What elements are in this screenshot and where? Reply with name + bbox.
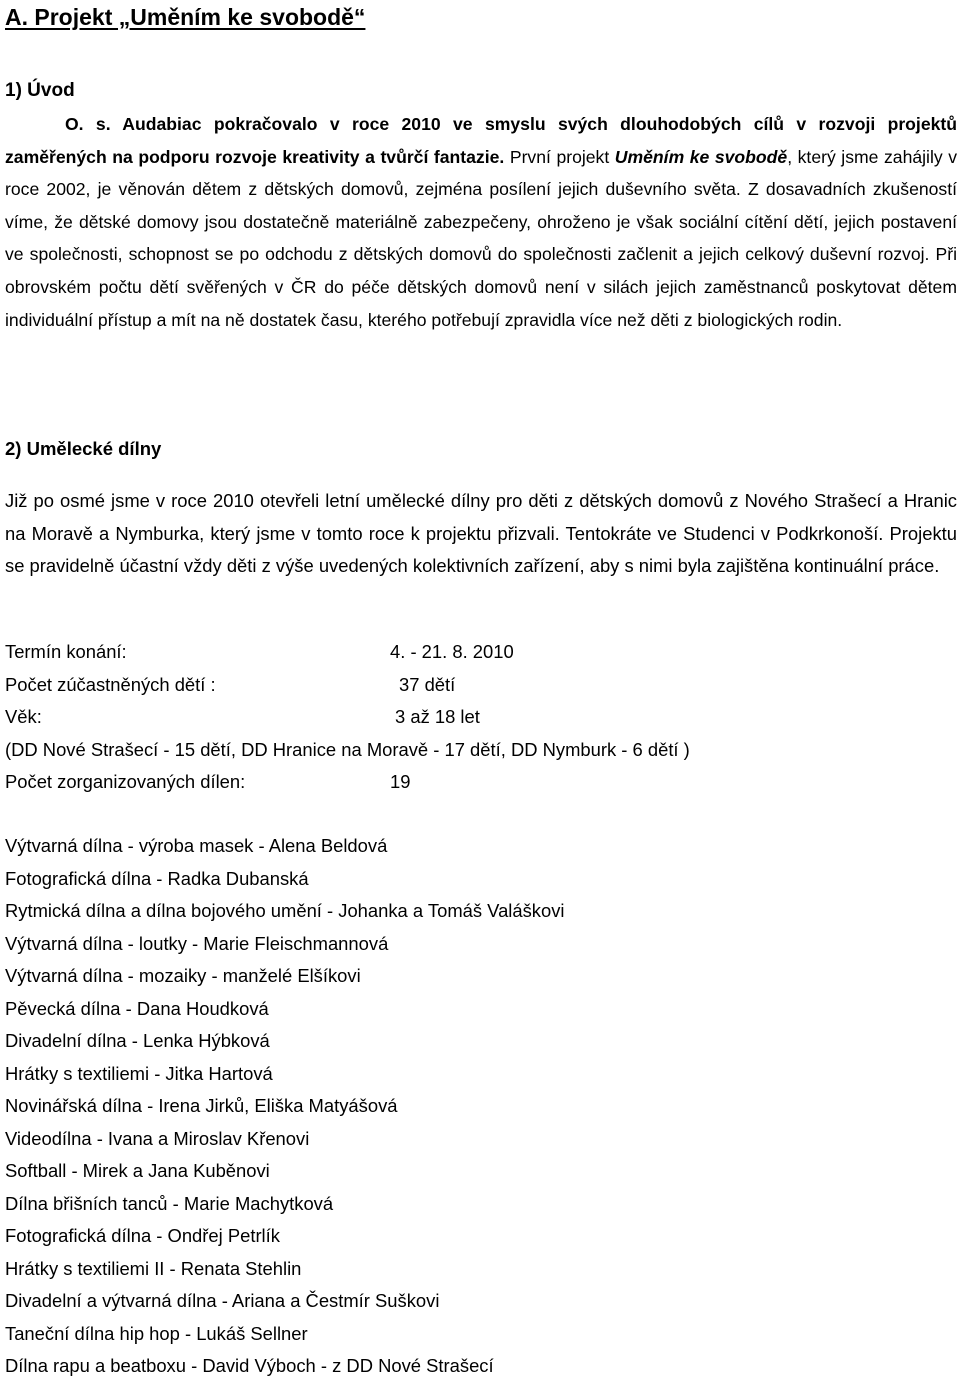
list-item: Výtvarná dílna - mozaiky - manželé Elšíkovi bbox=[5, 965, 361, 986]
project-name: Uměním ke svobodě bbox=[614, 146, 788, 167]
fact-pocet-deti-value: 37 dětí bbox=[399, 673, 456, 695]
intro-text-c: Z dosavadních zkušeností víme, že dětské domovy jsou dostatečně materiálně zabezpečeny, ohroženo je však sociální cítění dětí, jejich postavení ve společnosti, schopnost se po odchodu z dětských domovů do společnosti začlenit a jejich celkový duševní rozvoj. Při obrovském počtu dětí svěřených v ČR do péče dětských domovů není v silách jejich zaměstnanců poskytovat dětem individuální přístup a mít na ně dostatek času, kterého potřebují zpravidla více než děti z biologických rodin. bbox=[5, 179, 957, 330]
list-item: Hrátky s textiliemi - Jitka Hartová bbox=[5, 1062, 273, 1084]
fact-termin-label: Termín konání: bbox=[5, 641, 127, 662]
list-item: Novinářská dílna - Irena Jirků, Eliška Matyášová bbox=[5, 1095, 398, 1116]
fact-vek-value: 3 až 18 let bbox=[395, 706, 480, 728]
document-title: A. Projekt „Uměním ke svobodě“ bbox=[5, 4, 366, 30]
list-item: Dílna rapu a beatboxu - David Výboch - z DD Nové Strašecí bbox=[5, 1355, 494, 1376]
section-heading-dilny: 2) Umělecké dílny bbox=[5, 438, 162, 459]
fact-vek-label: Věk: bbox=[5, 706, 42, 728]
list-item: Rytmická dílna a dílna bojového umění - Johanka a Tomáš Valáškovi bbox=[5, 900, 565, 921]
fact-pocet-deti bbox=[5, 669, 957, 702]
fact-pocet-dilen-label: Počet zorganizovaných dílen: bbox=[5, 771, 246, 793]
fact-pocet-dilen bbox=[5, 766, 957, 799]
list-item: Fotografická dílna - Ondřej Petrlík bbox=[5, 1225, 280, 1246]
fact-pocet-dilen-value: 19 bbox=[390, 771, 411, 793]
list-item: Videodílna - Ivana a Miroslav Křenovi bbox=[5, 1127, 310, 1149]
fact-vek bbox=[5, 701, 957, 734]
intro-paragraph bbox=[5, 108, 957, 336]
dilny-paragraph: Již po osmé jsme v roce 2010 otevřeli letní umělecké dílny pro děti z dětských domovů z Nového Strašecí a Hranic na Moravě a Nymburka, který jsme v tomto roce k projektu přizvali. Tentokráte ve Studenci v Podkrkonoší. Projektu se pravidelně účastní vždy děti z výše uvedených kolektivních zařízení, aby s nimi byla zajištěna kontinuální práce. bbox=[5, 490, 957, 577]
workshop-list bbox=[5, 830, 957, 1383]
list-item: Výtvarná dílna - výroba masek - Alena Beldová bbox=[5, 835, 388, 856]
section-heading-intro: 1) Úvod bbox=[5, 80, 75, 101]
list-item: Hrátky s textiliemi II - Renata Stehlin bbox=[5, 1257, 302, 1279]
intro-text-b: , který jsme zahájily v roce 2002, je věnován dětem z dětských domovů, zejména posílení jejich duševního světa. bbox=[5, 146, 957, 200]
fact-pocet-deti-label: Počet zúčastněných dětí : bbox=[5, 673, 216, 695]
list-item: Softball - Mirek a Jana Kuběnovi bbox=[5, 1160, 270, 1181]
list-item: Výtvarná dílna - loutky - Marie Fleischmannová bbox=[5, 932, 389, 954]
list-item: Dílna břišních tanců - Marie Machytková bbox=[5, 1192, 334, 1214]
list-item: Fotografická dílna - Radka Dubanská bbox=[5, 867, 309, 889]
list-item: Pěvecká dílna - Dana Houdková bbox=[5, 997, 269, 1019]
intro-bold-lead: O. s. Audabiac pokračovalo v roce 2010 ve smyslu svých dlouhodobých cílů v rozvoji projektů zaměřených na podporu rozvoje kreativity a tvůrčí fantazie. bbox=[5, 114, 957, 167]
intro-text-a: První projekt bbox=[504, 146, 615, 167]
fact-termin-value: 4. - 21. 8. 2010 bbox=[390, 641, 514, 662]
list-item: Taneční dílna hip hop - Lukáš Sellner bbox=[5, 1322, 308, 1344]
fact-breakdown bbox=[5, 734, 957, 767]
list-item: Divadelní dílna - Lenka Hýbková bbox=[5, 1030, 270, 1051]
fact-breakdown-text: (DD Nové Strašecí - 15 dětí, DD Hranice na Moravě - 17 dětí, DD Nymburk - 6 dětí ) bbox=[5, 738, 690, 760]
fact-termin bbox=[5, 636, 957, 669]
facts-block bbox=[5, 636, 957, 799]
list-item: Divadelní a výtvarná dílna - Ariana a Čestmír Suškovi bbox=[5, 1290, 440, 1311]
